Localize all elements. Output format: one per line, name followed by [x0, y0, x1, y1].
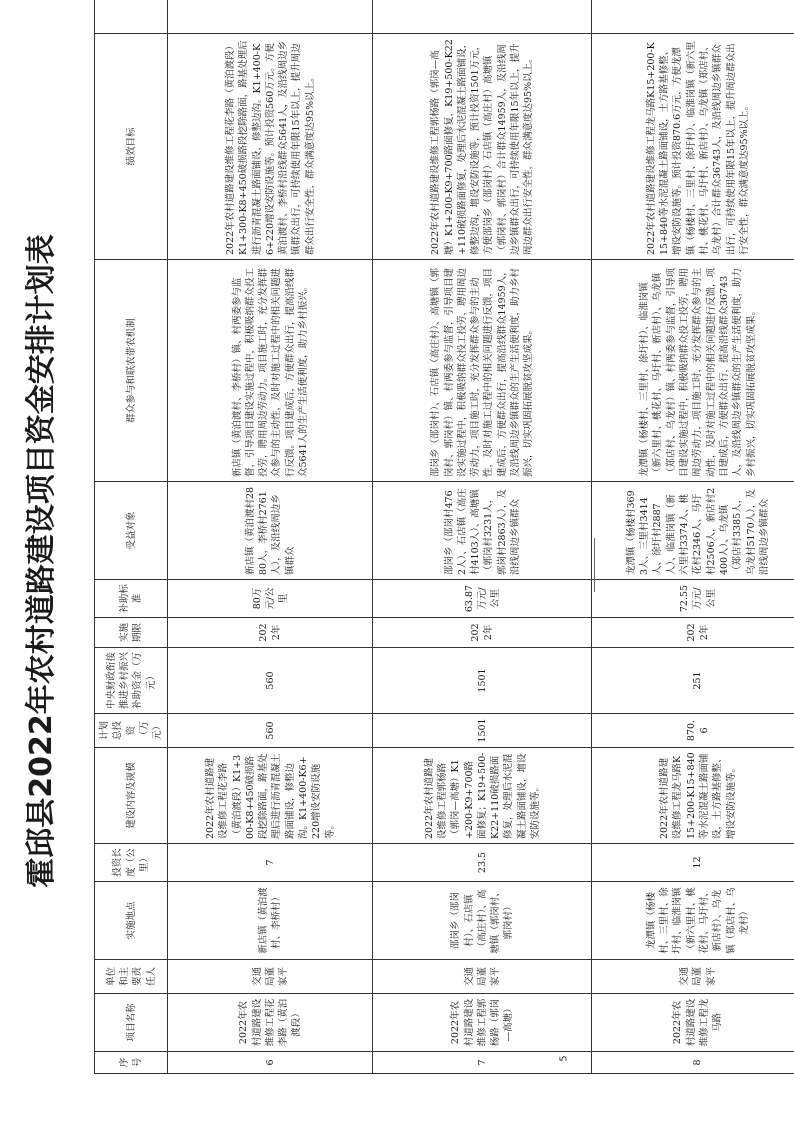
cell-mechanism: 邵岗乡（邵岗村）、石店镇（高庄村）、高塘镇（郭岗村、郭岗村）镇、村两委参与监督，引导项目建设实施过程中，积极吸纳群众投工投劳，聘用周边劳动力，项目施工时，充分发挥群众参与的主动性，及时对施工过程中的相关问题进行反馈，项目建成后，方便群众出行，提高沿线群众14959人，及沿线周边乡镇群众的生产生活便利度，助力乡村振兴，切实巩固拓展脱贫攻坚成果。: [373, 260, 592, 482]
cell-unit: 交通局董家平: [373, 960, 592, 994]
cell-mechanism: 龙潭镇（杨楼村、三里村、徐圩村）、临淮岗镇（新六里村、桃花村、马圩村、新店村）、乌龙镇（郑店村、乌龙村）镇、村两委参与监督，引导项目建设实施过程中，积极吸纳群众投工投劳，聘用周边劳动力，项目施工时，充分发挥群众参与的主动性，及时对施工过程中的相关问题进行反馈，项目建成后，方便群众出行，提高沿线群众36743人，及沿线周边乡镇群众的生产生活便利度，助力乡村振兴，切实巩固拓展脱贫攻坚成果。: [592, 260, 794, 482]
cell-name: 2022年农村道路建设维修工程花李路（黄泊渡段）: [168, 994, 373, 1052]
cell-period: 2022年: [373, 618, 592, 648]
table-row: [168, 0, 373, 1074]
col-header-seq: 序号: [95, 1052, 168, 1074]
col-header-location: 实施地点: [95, 882, 168, 960]
header-row: [95, 0, 168, 1074]
cell-length: 7: [168, 844, 373, 882]
cell-unit: 交通局董家平: [592, 960, 794, 994]
cell-goal: 2022年农村道路建设维修工程郭杨路（郭岗—高塘）K1+200-K9+700路面修复，K19+500-K22+110破损路面修复，处理后水泥混凝土路面铺设，修整边沟，增设安防设施等，预计投资1501万元，方便邵岗乡（邵岗村）石店镇（高庄村）高塘镇（郭岗村、郭岗村）合计群众14959人，及沿线周边乡镇群众出行，可持续使用年限15年以上，提升周边群众出行安全性，群众满意度达95%以上。: [373, 34, 592, 260]
col-header-mechanism: 群众参与和联农带农机制: [95, 260, 168, 482]
table-row: [592, 0, 794, 1074]
cell-beneficiary: 邵岗乡（邵岗村4762人）、石店镇（高庄村4103人）、高塘镇（郭岗村3231人，郭岗村2863人），及沿线周边乡镇群众: [373, 482, 592, 580]
col-header-length: 投资长度（公里）: [95, 844, 168, 882]
cell-location: 新店镇（黄泊渡村、李桥村）: [168, 882, 373, 960]
document-title: 霍邱县2022年农村道路建设项目资金安排计划表: [24, 234, 59, 888]
cell-goal: 2022年农村道路建设维修工程花李路（黄泊渡段）K1+300-K8+450破损路段挖除路面，路基处理后进行沥青混凝土路面铺设，修整边沟。K1+400-K6+220增设安防设施等。预计投资560万元。方便黄泊渡村、李桥村沿线群众5641人，及沿线周边乡镇群众出行，可持续使用年限15年以上，提升周边群众出行安全性，群众满意度达95%以上。: [168, 34, 373, 260]
cell-total: 560: [168, 714, 373, 748]
cell-goal: 2022年农村道路建设维修工程龙马路K15+200-K15+840等水泥混凝土路面铺设，土方路基修整、增设安防设施等。预计投资870.6万元，方便龙潭镇（杨楼村、三里村、徐圩村）、临淮岗镇（新六里村、桃花村、马圩村、新店村）、乌龙镇（郑店村、乌龙村）合计群众36743人，及沿线周边乡镇群众出行，可持续使用年限15年以上，提升周边群众出行安全性，群众满意度达95%以上。: [592, 34, 794, 260]
cell-beneficiary: 龙潭镇（杨楼村3693人、三里村3414人、徐圩村2887人）、临淮岗镇（新六里村3374人、桃花村2346人、马圩村2506人，新店村2400人）、乌龙镇（郑店村3385人，乌龙村5170人），及沿线周边乡镇群众: [592, 482, 794, 580]
cell-unit: 交通局董家平: [168, 960, 373, 994]
col-header-goal: 绩效目标: [95, 34, 168, 260]
cell-total: 870.6: [592, 714, 794, 748]
margin-divider: [594, 538, 595, 592]
cell-standard: 80万元/公里: [168, 580, 373, 618]
cell-content: 2022年农村道路建设维修工程郭杨路（郭岗—高塘）K1+200-K9+700路面修复；K19+500-K22+110破损路面修复，处理后水泥混凝土路面铺设，增设安防设施等。: [373, 748, 592, 844]
cell-standard: 72.55万元/公里: [592, 580, 794, 618]
cell-location: 龙潭镇（杨楼村、三里村、徐圩村、临淮岗镇（新六里村、桃花村、马圩村、新店村）、乌龙镇（郑店村、乌龙村）: [592, 882, 794, 960]
cell-length: 23.5: [373, 844, 592, 882]
cell-remark: [373, 0, 592, 34]
col-header-beneficiary: 受益对象: [95, 482, 168, 580]
col-header-remark: [95, 0, 168, 34]
cell-remark: [592, 0, 794, 34]
cell-name: 2022年农村道路建设维修工程龙马路: [592, 994, 794, 1052]
cell-period: 2022年: [168, 618, 373, 648]
cell-seq: 7: [373, 1052, 592, 1074]
col-header-standard: 补助标准: [95, 580, 168, 618]
col-header-central: 中央财政衔接推进乡村振兴补助资金（万元）: [95, 648, 168, 714]
table-row: [373, 0, 592, 1074]
cell-beneficiary: 新店镇（黄泊渡村2880人，李桥村2761人），及沿线周边乡镇群众: [168, 482, 373, 580]
col-header-unit: 单位和主要责任人: [95, 960, 168, 994]
cell-location: 邵岗乡（邵岗村）、石店镇（高庄村）、高塘镇（郭岗村、郭岗村）: [373, 882, 592, 960]
cell-central: 560: [168, 648, 373, 714]
cell-total: 1501: [373, 714, 592, 748]
cell-central: 251: [592, 648, 794, 714]
cell-content: 2022年农村道路建设维修工程龙马路K15+200-K15+840等水泥混凝土路面铺设，土方路基修整、增设安防设施等。: [592, 748, 794, 844]
cell-length: 12: [592, 844, 794, 882]
col-header-name: 项目名称: [95, 994, 168, 1052]
cell-content: 2022年农村道路建设维修工程花李路（黄泊渡段）K1+300-K8+450破损路段挖除路面，路基处理后进行沥青混凝土路面铺设，修整边沟。K1+400-K6+220增设安防设施等。: [168, 748, 373, 844]
cell-central: 1501: [373, 648, 592, 714]
cell-standard: 63.87万元/公里: [373, 580, 592, 618]
cell-name: 2022年农村道路建设维修工程郭杨路（郭岗—高塘）: [373, 994, 592, 1052]
funding-plan-table: [94, 0, 794, 1074]
page-number: 5: [558, 1055, 570, 1062]
col-header-total: 计划总投资（万元）: [95, 714, 168, 748]
col-header-period: 实施期限: [95, 618, 168, 648]
cell-remark: [168, 0, 373, 34]
col-header-content: 建设内容及规模: [95, 748, 168, 844]
cell-seq: 6: [168, 1052, 373, 1074]
cell-period: 2022年: [592, 618, 794, 648]
cell-seq: 8: [592, 1052, 794, 1074]
cell-mechanism: 新店镇（黄泊渡村、李桥村）镇、村两委参与监督，引导项目建设实施过程中，积极吸纳群众投工投劳，聘用周边劳动力。项目施工时，充分发挥群众参与的主动性，及时对施工过程中的相关问题进行反馈。项目建成后，方便群众出行，提高沿线群众5641人的生产生活便利度，助力乡村振兴。: [168, 260, 373, 482]
